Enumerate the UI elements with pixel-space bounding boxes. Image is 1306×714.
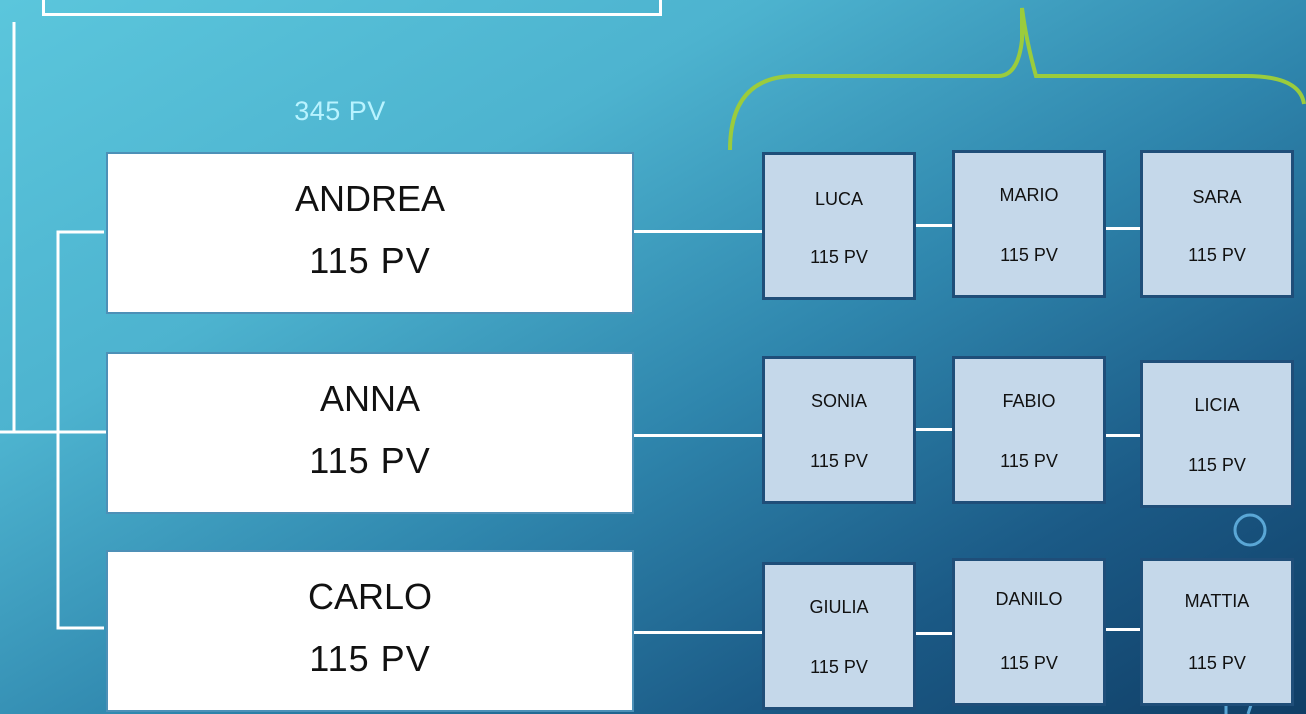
link-line <box>1104 227 1142 230</box>
member-pv: 115 PV <box>1188 653 1246 673</box>
member-card-sonia <box>762 356 916 504</box>
member-pv: 115 PV <box>309 240 431 281</box>
link-line <box>916 632 954 635</box>
link-line <box>634 434 764 437</box>
member-name: LUCA <box>814 189 863 209</box>
member-pv: 115 PV <box>810 247 868 267</box>
link-line <box>634 230 764 233</box>
member-pv: 115 PV <box>1000 245 1058 265</box>
member-pv: 115 PV <box>810 657 868 677</box>
member-pv: 115 PV <box>1188 245 1246 265</box>
member-card-giulia <box>762 562 916 710</box>
member-card-carlo <box>106 550 634 712</box>
member-name: GIULIA <box>809 597 869 617</box>
member-pv: 115 PV <box>1000 653 1058 673</box>
member-name: SONIA <box>810 391 867 411</box>
link-line <box>634 631 764 634</box>
member-pv: 115 PV <box>1188 455 1246 475</box>
member-card-mario <box>952 150 1106 298</box>
member-card-danilo <box>952 558 1106 706</box>
member-card-licia <box>1140 360 1294 508</box>
link-line <box>1104 434 1142 437</box>
member-name: ANNA <box>319 378 421 419</box>
member-name: FABIO <box>1002 391 1056 411</box>
member-name: ANDREA <box>294 178 446 219</box>
member-name: SARA <box>1192 187 1242 207</box>
link-line <box>916 224 954 227</box>
link-line <box>916 428 954 431</box>
member-name: CARLO <box>307 576 433 617</box>
link-line <box>1104 628 1142 631</box>
member-name: LICIA <box>1194 395 1240 415</box>
member-pv: 115 PV <box>309 440 431 481</box>
member-card-mattia <box>1140 558 1294 706</box>
member-card-sara <box>1140 150 1294 298</box>
top-parent-box <box>42 0 662 16</box>
member-pv: 115 PV <box>309 638 431 679</box>
group-brace <box>726 0 1306 150</box>
member-card-luca <box>762 152 916 300</box>
member-card-andrea <box>106 152 634 314</box>
member-name: MATTIA <box>1184 591 1250 611</box>
member-name: MARIO <box>999 185 1059 205</box>
member-card-anna <box>106 352 634 514</box>
member-pv: 115 PV <box>810 451 868 471</box>
member-name: DANILO <box>995 589 1063 609</box>
total-pv-label: 345 PV <box>294 96 386 126</box>
member-card-fabio <box>952 356 1106 504</box>
member-pv: 115 PV <box>1000 451 1058 471</box>
